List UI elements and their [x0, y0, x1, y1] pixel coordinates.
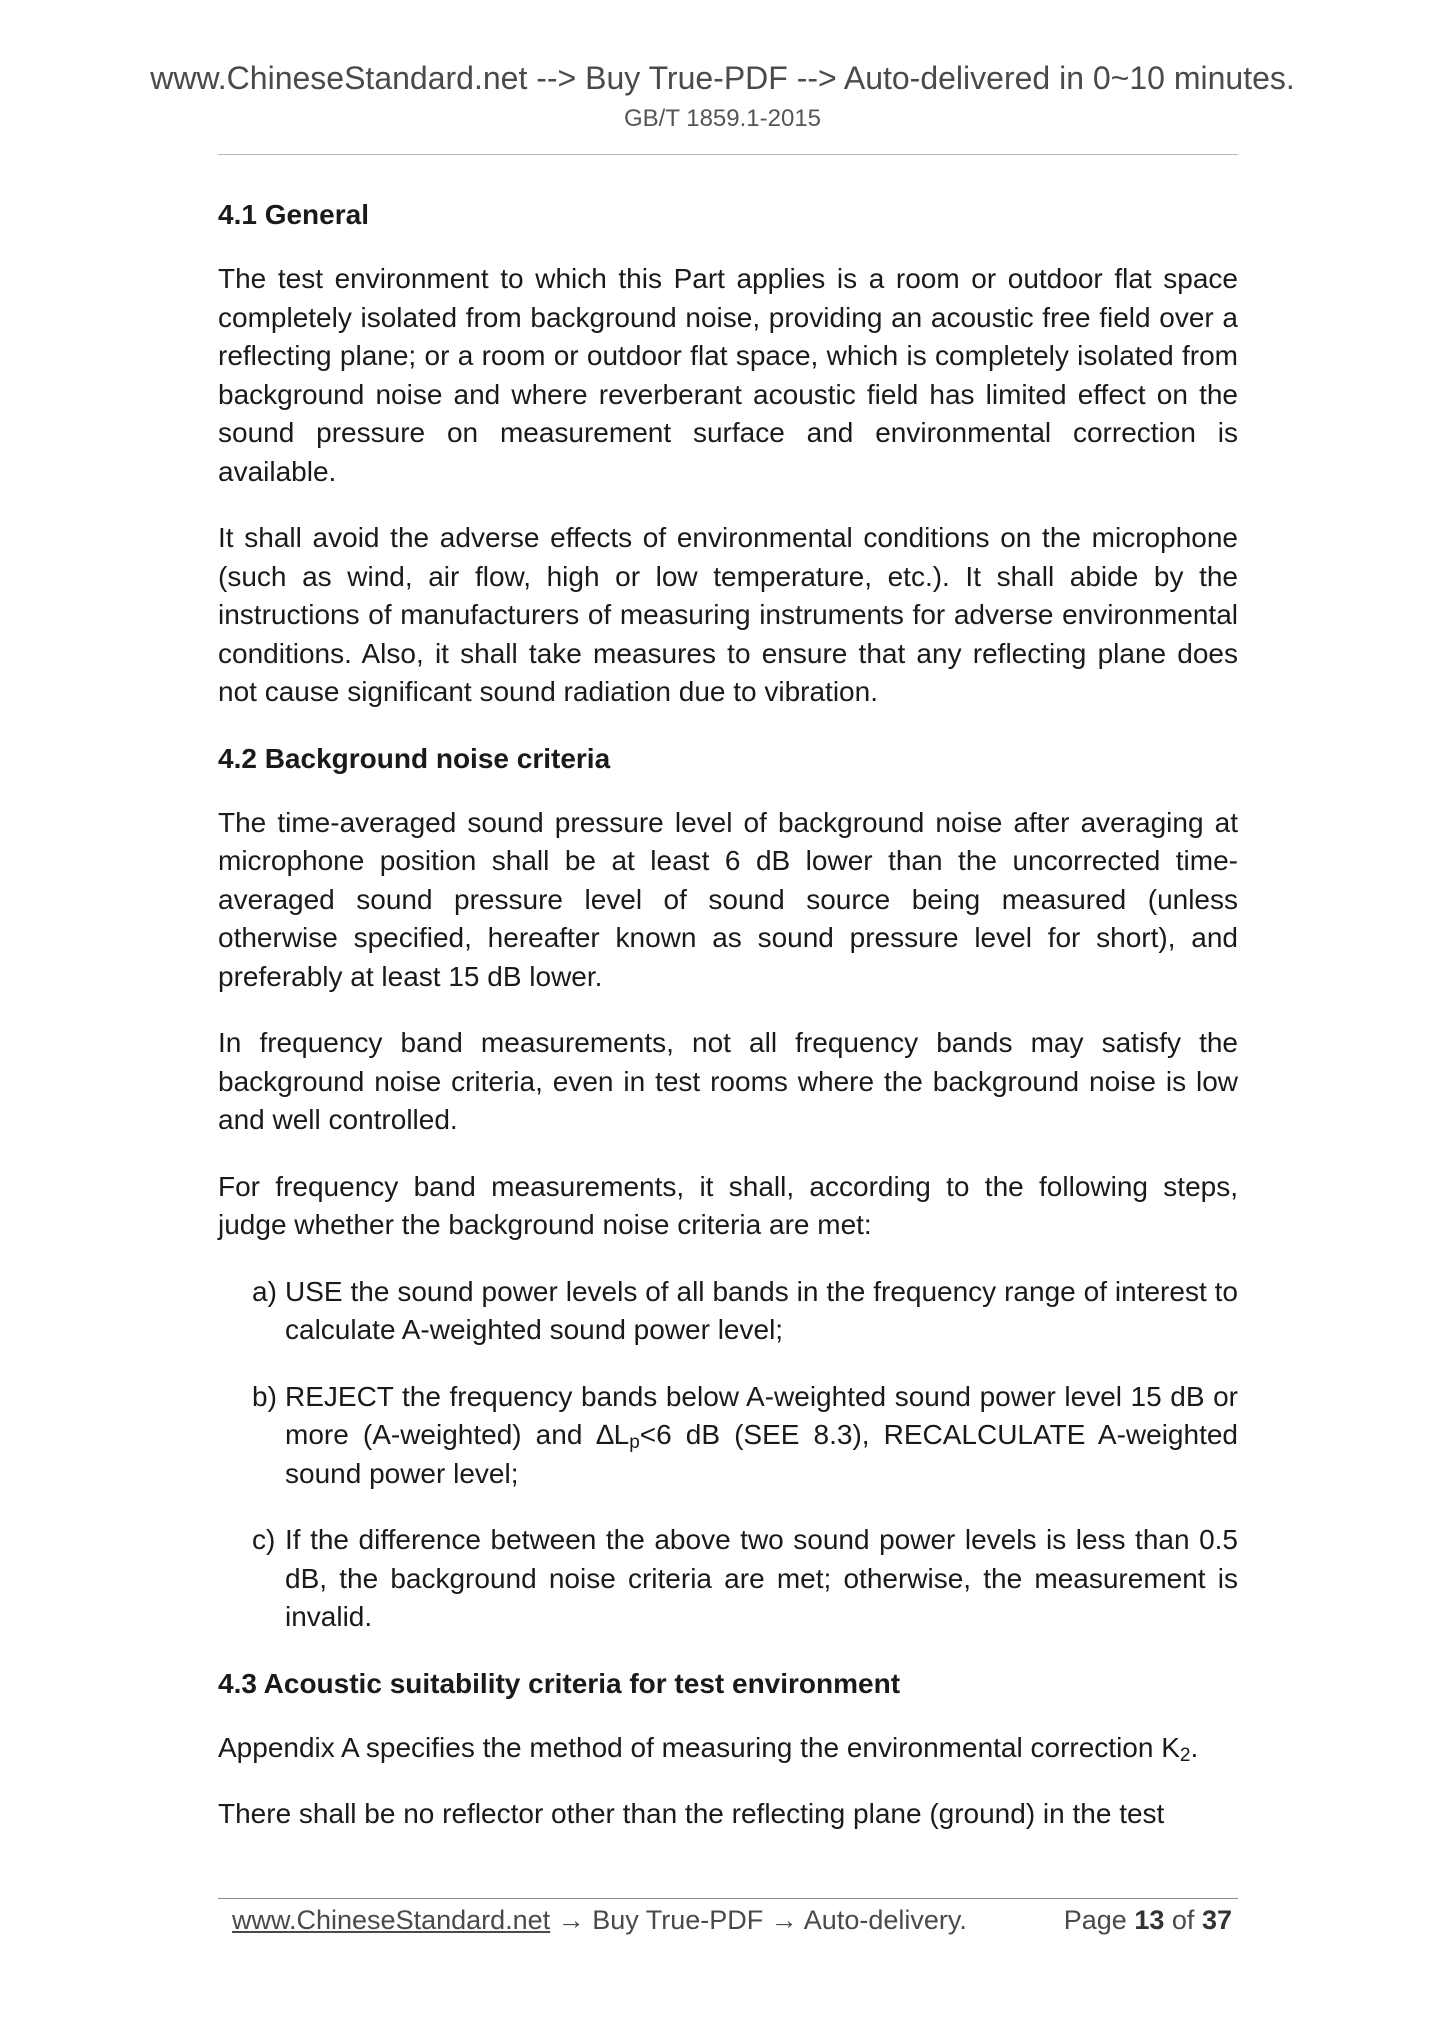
paragraph-text-part: . — [1190, 1731, 1199, 1763]
of-label: of — [1171, 1905, 1195, 1935]
section-4-3-paragraph-1 — [218, 1729, 1238, 1768]
page-number — [1064, 1902, 1232, 1938]
standard-id: GB/T 1859.1-2015 — [623, 105, 822, 132]
footer-divider — [218, 1898, 1238, 1899]
section-4-1-heading: 4.1 General — [218, 199, 369, 230]
list-marker: a) — [252, 1275, 277, 1307]
subscript-p: p — [629, 1432, 640, 1453]
list-item-text — [285, 1378, 1238, 1494]
list-marker: c) — [252, 1524, 276, 1555]
header-banner: www.ChineseStandard.net --> Buy True-PDF --> Auto-delivered in 0~10 minutes. — [150, 60, 1295, 96]
footer-buy-text: Buy True-PDF — [592, 1905, 764, 1935]
section-4-3-heading: 4.3 Acoustic suitability criteria for test environment — [218, 1667, 901, 1699]
list-item — [218, 1521, 1238, 1637]
document-body — [218, 196, 1238, 1862]
subscript-2: 2 — [1179, 1744, 1191, 1766]
paragraph-text-part: Appendix A specifies the method of measuring the environmental correction K — [218, 1731, 1180, 1763]
list-item-text-part: REJECT the frequency bands below A-weighted sound power level 15 dB or more (A-weighted) and ∆L — [285, 1380, 1238, 1450]
total-pages: 37 — [1201, 1905, 1232, 1935]
section-4-1-paragraph-1: The test environment to which this Part applies is a room or outdoor flat space completely isolated from background noise, providing an acoustic free field over a reflecting plane; or a room or outdoor flat space, which is completely isolated from background noise and where reverberant acoustic field has limited effect on the sound pressure on measurement surface and environmental correction is available. — [218, 263, 1238, 487]
section-4-2-paragraph-1: The time-averaged sound pressure level of background noise after averaging at microphone position shall be at least 6 dB lower than the uncorrected time-averaged sound pressure level of sound source being measured (unless otherwise specified, hereafter known as sound pressure level for short), and preferably at least 15 dB lower. — [218, 806, 1238, 992]
list-marker: b) — [252, 1380, 277, 1412]
list-item — [218, 1273, 1238, 1350]
footer-site-link[interactable]: www.ChineseStandard.net — [232, 1905, 551, 1935]
section-4-2-paragraph-2: In frequency band measurements, not all frequency bands may satisfy the background noise criteria, even in test rooms where the background noise is low and well controlled. — [218, 1027, 1238, 1135]
list-item — [218, 1378, 1238, 1494]
section-4-2-paragraph-3: For frequency band measurements, it shall, according to the following steps, judge whether the background noise criteria are met: — [218, 1170, 1238, 1240]
section-4-1-paragraph-2: It shall avoid the adverse effects of environmental conditions on the microphone (such as wind, air flow, high or low temperature, etc.). It shall abide by the instructions of manufacturers of measuring instruments for adverse environmental conditions. Also, it shall take measures to ensure that any reflecting plane does not cause significant sound radiation due to vibration. — [218, 522, 1238, 707]
arrow-icon: → — [770, 1905, 798, 1935]
section-4-3-paragraph-2: There shall be no reflector other than the reflecting plane (ground) in the test — [218, 1798, 1165, 1829]
steps-list — [218, 1273, 1238, 1637]
section-4-2-heading: 4.2 Background noise criteria — [218, 742, 611, 774]
footer-promo — [232, 1902, 967, 1938]
list-item-text: USE the sound power levels of all bands in the frequency range of interest to calculate A-weighted sound power level; — [285, 1275, 1238, 1345]
footer-delivery-text: Auto-delivery. — [803, 1905, 967, 1935]
list-item-text: If the difference between the above two sound power levels is less than 0.5 dB, the background noise criteria are met; otherwise, the measurement is invalid. — [285, 1524, 1238, 1632]
list-item-text-part: <6 dB (SEE 8.3), RECALCULATE A-weighted sound power level; — [285, 1419, 1238, 1489]
page-label: Page — [1063, 1905, 1127, 1935]
current-page: 13 — [1134, 1905, 1165, 1935]
header-divider — [218, 154, 1238, 155]
arrow-icon: → — [557, 1905, 585, 1935]
